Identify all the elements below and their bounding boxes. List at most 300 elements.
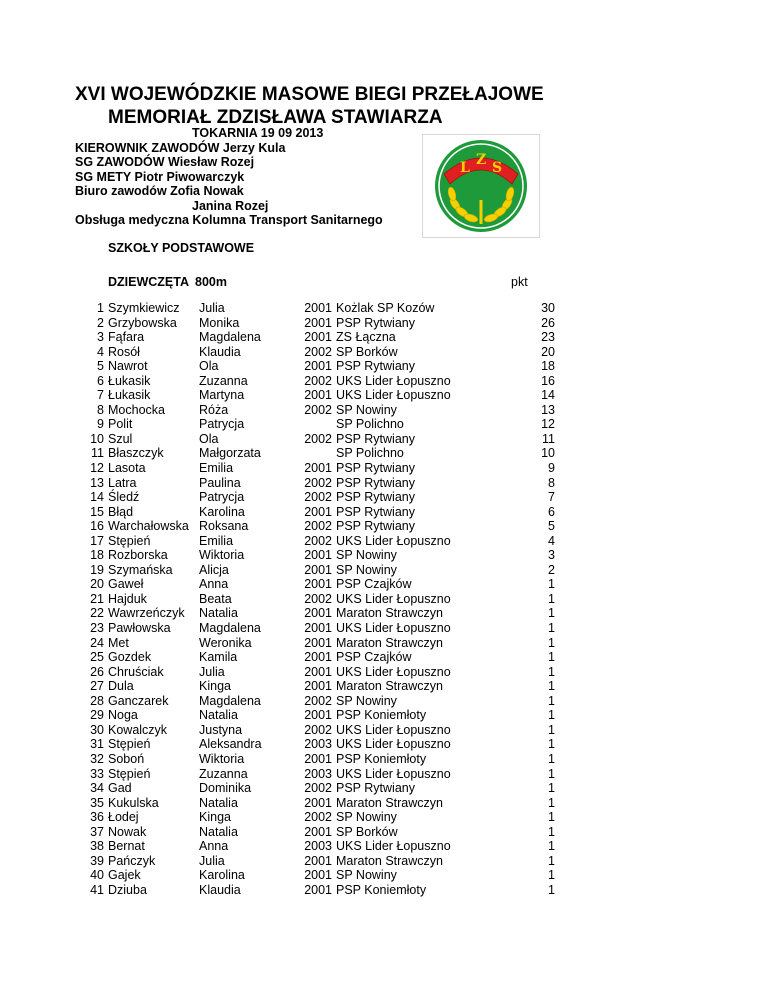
cell-points: 1 (548, 766, 555, 781)
cell-birth-year: 2001 (304, 868, 332, 883)
cell-birth-year: 2002 (304, 591, 332, 606)
table-row (0, 592, 768, 607)
cell-points: 1 (548, 591, 555, 606)
cell-first-name: Wiktoria (199, 548, 245, 563)
organizer-line: Janina Rozej (192, 198, 269, 213)
cell-club: UKS Lider Łopuszno (336, 737, 451, 752)
lzs-logo (422, 134, 540, 238)
cell-place: 9 (97, 417, 104, 432)
cell-points: 9 (548, 461, 555, 476)
cell-birth-year: 2001 (304, 359, 332, 374)
cell-place: 39 (90, 853, 104, 868)
cell-club: SP Nowiny (336, 402, 397, 417)
cell-surname: Stępień (108, 737, 151, 752)
cell-birth-year: 2001 (304, 461, 332, 476)
cell-surname: Rosół (108, 344, 140, 359)
cell-points: 11 (542, 431, 555, 446)
cell-place: 4 (97, 344, 104, 359)
cell-points: 5 (548, 519, 555, 534)
table-row (0, 636, 768, 651)
table-row (0, 359, 768, 374)
table-row (0, 519, 768, 534)
cell-birth-year: 2001 (304, 650, 332, 665)
cell-points: 1 (548, 708, 555, 723)
cell-points: 30 (541, 301, 555, 315)
cell-surname: Błąd (108, 504, 134, 519)
cell-birth-year: 2001 (304, 708, 332, 723)
table-row (0, 388, 768, 403)
table-row (0, 417, 768, 432)
cell-birth-year: 2002 (304, 490, 332, 505)
cell-surname: Polit (108, 417, 133, 432)
table-row (0, 330, 768, 345)
cell-birth-year: 2003 (304, 839, 332, 854)
cell-club: Maraton Strawczyn (336, 679, 443, 694)
cell-first-name: Ola (199, 431, 219, 446)
cell-birth-year: 2002 (304, 722, 332, 737)
svg-text:L: L (460, 160, 470, 176)
cell-place: 20 (90, 577, 104, 592)
cell-place: 14 (90, 490, 104, 505)
cell-club: PSP Rytwiany (336, 461, 415, 476)
table-row (0, 301, 768, 316)
cell-first-name: Aleksandra (199, 737, 262, 752)
organizer-line: Obsługa medyczna Kolumna Transport Sanitarnego (75, 213, 383, 227)
cell-birth-year: 2001 (304, 548, 332, 563)
cell-first-name: Kinga (199, 679, 231, 694)
cell-first-name: Magdalena (199, 330, 261, 345)
cell-birth-year: 2003 (304, 766, 332, 781)
cell-points: 8 (548, 475, 555, 490)
cell-surname: Stępień (108, 766, 151, 781)
cell-place: 30 (90, 722, 104, 737)
cell-birth-year: 2001 (304, 315, 332, 330)
cell-first-name: Emilia (199, 533, 234, 548)
cell-surname: Gozdek (108, 650, 152, 665)
cell-place: 5 (97, 359, 104, 374)
cell-birth-year: 2001 (304, 853, 332, 868)
cell-points: 26 (541, 315, 555, 330)
table-row (0, 708, 768, 723)
category-label: DZIEWCZĘTA (108, 275, 190, 289)
cell-place: 22 (90, 606, 104, 621)
cell-club: SP Nowiny (336, 562, 397, 577)
organizer-line: KIEROWNIK ZAWODÓW Jerzy Kula (75, 140, 286, 155)
cell-surname: Ganczarek (108, 693, 169, 708)
cell-place: 24 (90, 635, 104, 650)
cell-first-name: Róża (199, 402, 229, 417)
cell-surname: Gad (108, 781, 132, 796)
cell-club: ZS Łączna (336, 330, 396, 345)
organizer-line: Biuro zawodów Zofia Nowak (75, 184, 244, 198)
cell-place: 10 (90, 431, 104, 446)
cell-first-name: Anna (199, 577, 229, 592)
cell-points: 23 (541, 330, 555, 345)
cell-birth-year: 2002 (304, 693, 332, 708)
cell-club: UKS Lider Łopuszno (336, 621, 451, 636)
table-row (0, 577, 768, 592)
cell-birth-year: 2002 (304, 519, 332, 534)
cell-first-name: Monika (199, 315, 240, 330)
cell-points: 1 (548, 693, 555, 708)
cell-surname: Szymańska (108, 562, 173, 577)
cell-points: 14 (541, 388, 555, 403)
cell-surname: Gaweł (108, 577, 144, 592)
cell-birth-year: 2001 (304, 388, 332, 403)
cell-points: 1 (548, 751, 555, 766)
cell-club: PSP Rytwiany (336, 504, 415, 519)
cell-club: PSP Rytwiany (336, 431, 415, 446)
cell-surname: Warchałowska (108, 519, 189, 534)
cell-club: PSP Rytwiany (336, 359, 415, 374)
cell-place: 23 (90, 621, 104, 636)
cell-birth-year: 2001 (304, 577, 332, 592)
cell-first-name: Beata (199, 591, 232, 606)
cell-points: 16 (541, 373, 555, 388)
cell-club: PSP Rytwiany (336, 781, 415, 796)
cell-club: PSP Rytwiany (336, 519, 415, 534)
cell-points: 12 (541, 417, 555, 432)
cell-surname: Chruściak (108, 664, 164, 679)
cell-first-name: Julia (199, 853, 225, 868)
cell-place: 17 (90, 533, 104, 548)
cell-surname: Noga (108, 708, 138, 723)
cell-points: 1 (548, 810, 555, 825)
cell-surname: Hajduk (108, 591, 147, 606)
cell-place: 40 (90, 868, 104, 883)
cell-points: 6 (548, 504, 555, 519)
cell-surname: Lasota (108, 461, 146, 476)
results-table (0, 301, 768, 897)
cell-club: PSP Rytwiany (336, 315, 415, 330)
cell-place: 3 (97, 330, 104, 345)
cell-birth-year: 2001 (304, 301, 332, 315)
table-row (0, 432, 768, 447)
cell-place: 2 (97, 315, 104, 330)
table-row (0, 737, 768, 752)
cell-points: 1 (548, 722, 555, 737)
cell-surname: Szymkiewicz (108, 301, 180, 315)
cell-points: 1 (548, 679, 555, 694)
svg-text:Z: Z (476, 152, 487, 168)
cell-points: 10 (541, 446, 555, 461)
cell-place: 37 (90, 824, 104, 839)
table-row (0, 839, 768, 854)
table-row (0, 563, 768, 578)
cell-birth-year: 2002 (304, 781, 332, 796)
cell-first-name: Julia (199, 301, 225, 315)
cell-birth-year: 2001 (304, 562, 332, 577)
cell-surname: Pawłowska (108, 621, 171, 636)
table-row (0, 476, 768, 491)
table-row (0, 665, 768, 680)
table-row (0, 650, 768, 665)
cell-first-name: Kinga (199, 810, 231, 825)
table-row (0, 505, 768, 520)
table-row (0, 781, 768, 796)
cell-place: 18 (90, 548, 104, 563)
cell-club: SP Polichno (336, 446, 404, 461)
points-column-header: pkt (511, 275, 528, 289)
cell-first-name: Ola (199, 359, 219, 374)
cell-place: 26 (90, 664, 104, 679)
cell-club: UKS Lider Łopuszno (336, 591, 451, 606)
cell-birth-year: 2002 (304, 810, 332, 825)
cell-surname: Grzybowska (108, 315, 177, 330)
table-row (0, 767, 768, 782)
cell-first-name: Alicja (199, 562, 229, 577)
cell-place: 36 (90, 810, 104, 825)
cell-surname: Mochocka (108, 402, 165, 417)
cell-place: 13 (90, 475, 104, 490)
table-row (0, 548, 768, 563)
cell-surname: Kukulska (108, 795, 159, 810)
cell-first-name: Roksana (199, 519, 249, 534)
cell-place: 32 (90, 751, 104, 766)
cell-first-name: Paulina (199, 475, 241, 490)
cell-first-name: Martyna (199, 388, 245, 403)
cell-club: SP Nowiny (336, 693, 397, 708)
cell-club: SP Borków (336, 344, 398, 359)
cell-points: 1 (548, 606, 555, 621)
cell-surname: Dziuba (108, 882, 147, 897)
cell-first-name: Natalia (199, 795, 238, 810)
cell-place: 11 (91, 446, 104, 461)
cell-first-name: Anna (199, 839, 229, 854)
cell-first-name: Klaudia (199, 882, 241, 897)
cell-club: UKS Lider Łopuszno (336, 388, 451, 403)
cell-first-name: Zuzanna (199, 766, 248, 781)
cell-club: PSP Rytwiany (336, 475, 415, 490)
cell-first-name: Justyna (199, 722, 243, 737)
cell-birth-year: 2002 (304, 344, 332, 359)
cell-first-name: Natalia (199, 824, 238, 839)
table-row (0, 345, 768, 360)
cell-place: 31 (90, 737, 104, 752)
cell-surname: Łukasik (108, 388, 151, 403)
cell-club: SP Borków (336, 824, 398, 839)
cell-birth-year: 2001 (304, 606, 332, 621)
cell-birth-year: 2001 (304, 679, 332, 694)
cell-place: 38 (90, 839, 104, 854)
cell-club: UKS Lider Łopuszno (336, 766, 451, 781)
table-row (0, 810, 768, 825)
cell-surname: Rozborska (108, 548, 168, 563)
cell-points: 1 (548, 882, 555, 897)
document-subtitle: MEMORIAŁ ZDZISŁAWA STAWIARZA (108, 107, 443, 128)
cell-place: 29 (90, 708, 104, 723)
cell-birth-year: 2003 (304, 737, 332, 752)
cell-surname: Gajek (108, 868, 141, 883)
table-row (0, 868, 768, 883)
table-row (0, 883, 768, 898)
cell-club: PSP Koniemłoty (336, 751, 427, 766)
cell-club: SP Nowiny (336, 548, 397, 563)
cell-place: 33 (90, 766, 104, 781)
cell-club: Maraton Strawczyn (336, 606, 443, 621)
cell-surname: Met (108, 635, 129, 650)
cell-points: 20 (541, 344, 555, 359)
cell-first-name: Klaudia (199, 344, 241, 359)
table-row (0, 446, 768, 461)
cell-points: 2 (548, 562, 555, 577)
cell-surname: Błaszczyk (108, 446, 164, 461)
cell-club: PSP Koniemłoty (336, 882, 427, 897)
cell-club: SP Nowiny (336, 868, 397, 883)
cell-surname: Wawrzeńczyk (108, 606, 185, 621)
cell-points: 1 (548, 621, 555, 636)
organizer-line: SG METY Piotr Piwowarczyk (75, 169, 245, 184)
cell-points: 1 (548, 795, 555, 810)
cell-club: UKS Lider Łopuszno (336, 373, 451, 388)
cell-points: 1 (548, 781, 555, 796)
cell-place: 6 (97, 373, 104, 388)
table-row (0, 621, 768, 636)
cell-club: PSP Koniemłoty (336, 708, 427, 723)
cell-first-name: Karolina (199, 504, 245, 519)
cell-birth-year: 2002 (304, 373, 332, 388)
cell-surname: Bernat (108, 839, 145, 854)
cell-birth-year: 2001 (304, 882, 332, 897)
cell-club: Kożlak SP Kozów (336, 301, 435, 315)
cell-club: PSP Czajków (336, 577, 412, 592)
cell-birth-year: 2001 (304, 664, 332, 679)
cell-place: 8 (97, 402, 104, 417)
cell-place: 19 (90, 562, 104, 577)
cell-surname: Stępień (108, 533, 151, 548)
cell-birth-year: 2002 (304, 431, 332, 446)
cell-points: 18 (541, 359, 555, 374)
cell-club: Maraton Strawczyn (336, 853, 443, 868)
cell-place: 27 (90, 679, 104, 694)
cell-first-name: Kamila (199, 650, 238, 665)
cell-place: 35 (90, 795, 104, 810)
cell-birth-year: 2001 (304, 795, 332, 810)
table-row (0, 461, 768, 476)
cell-points: 1 (548, 737, 555, 752)
cell-surname: Latra (108, 475, 137, 490)
cell-first-name: Weronika (199, 635, 252, 650)
cell-surname: Łukasik (108, 373, 151, 388)
cell-surname: Nawrot (108, 359, 148, 374)
cell-first-name: Magdalena (199, 621, 261, 636)
table-row (0, 534, 768, 549)
cell-club: PSP Rytwiany (336, 490, 415, 505)
cell-surname: Kowalczyk (108, 722, 168, 737)
cell-birth-year: 2001 (304, 635, 332, 650)
cell-first-name: Patrycja (199, 490, 245, 505)
cell-points: 13 (541, 402, 555, 417)
cell-surname: Dula (108, 679, 134, 694)
cell-place: 12 (90, 461, 104, 476)
cell-surname: Fąfara (108, 330, 145, 345)
category-distance: 800m (195, 275, 227, 289)
cell-birth-year: 2002 (304, 402, 332, 417)
document-title: XVI WOJEWÓDZKIE MASOWE BIEGI PRZEŁAJOWE (75, 84, 544, 105)
cell-place: 25 (90, 650, 104, 665)
table-row (0, 796, 768, 811)
organizers-block (75, 126, 383, 228)
table-row (0, 403, 768, 418)
table-row (0, 854, 768, 869)
cell-club: SP Nowiny (336, 810, 397, 825)
cell-birth-year: 2002 (304, 533, 332, 548)
table-row (0, 374, 768, 389)
cell-club: PSP Czajków (336, 650, 412, 665)
cell-birth-year: 2001 (304, 621, 332, 636)
cell-points: 3 (548, 548, 555, 563)
cell-points: 1 (548, 635, 555, 650)
cell-club: UKS Lider Łopuszno (336, 839, 451, 854)
cell-first-name: Karolina (199, 868, 245, 883)
section-heading: SZKOŁY PODSTAWOWE (108, 241, 255, 255)
cell-place: 34 (90, 781, 104, 796)
cell-first-name: Natalia (199, 708, 238, 723)
cell-club: UKS Lider Łopuszno (336, 722, 451, 737)
cell-place: 16 (90, 519, 104, 534)
cell-points: 1 (548, 853, 555, 868)
cell-place: 15 (90, 504, 104, 519)
table-row (0, 679, 768, 694)
cell-first-name: Małgorzata (199, 446, 261, 461)
cell-surname: Łodej (108, 810, 139, 825)
table-row (0, 490, 768, 505)
cell-points: 1 (548, 868, 555, 883)
cell-birth-year: 2001 (304, 824, 332, 839)
cell-birth-year: 2002 (304, 475, 332, 490)
cell-club: UKS Lider Łopuszno (336, 664, 451, 679)
cell-first-name: Natalia (199, 606, 238, 621)
cell-club: Maraton Strawczyn (336, 635, 443, 650)
cell-surname: Nowak (108, 824, 147, 839)
cell-points: 4 (548, 533, 555, 548)
cell-points: 1 (548, 839, 555, 854)
cell-surname: Szul (108, 431, 133, 446)
cell-place: 21 (90, 591, 104, 606)
cell-birth-year: 2001 (304, 504, 332, 519)
cell-place: 28 (90, 693, 104, 708)
table-row (0, 694, 768, 709)
table-row (0, 825, 768, 840)
cell-place: 7 (97, 388, 104, 403)
cell-club: SP Polichno (336, 417, 404, 432)
cell-club: UKS Lider Łopuszno (336, 533, 451, 548)
table-row (0, 606, 768, 621)
cell-first-name: Dominika (199, 781, 252, 796)
cell-birth-year: 2001 (304, 751, 332, 766)
category-heading (108, 275, 227, 289)
cell-points: 1 (548, 650, 555, 665)
table-row (0, 316, 768, 331)
cell-first-name: Julia (199, 664, 225, 679)
cell-points: 1 (548, 824, 555, 839)
cell-first-name: Patrycja (199, 417, 245, 432)
cell-points: 7 (548, 490, 555, 505)
cell-surname: Pańczyk (108, 853, 156, 868)
cell-surname: Śledź (108, 490, 140, 505)
cell-first-name: Wiktoria (199, 751, 245, 766)
table-row (0, 752, 768, 767)
cell-surname: Soboń (108, 751, 145, 766)
cell-club: Maraton Strawczyn (336, 795, 443, 810)
cell-first-name: Emilia (199, 461, 234, 476)
svg-text:S: S (492, 160, 503, 176)
cell-first-name: Magdalena (199, 693, 261, 708)
cell-points: 1 (548, 577, 555, 592)
cell-place: 41 (90, 882, 104, 897)
cell-birth-year: 2001 (304, 330, 332, 345)
cell-place: 1 (97, 301, 104, 315)
